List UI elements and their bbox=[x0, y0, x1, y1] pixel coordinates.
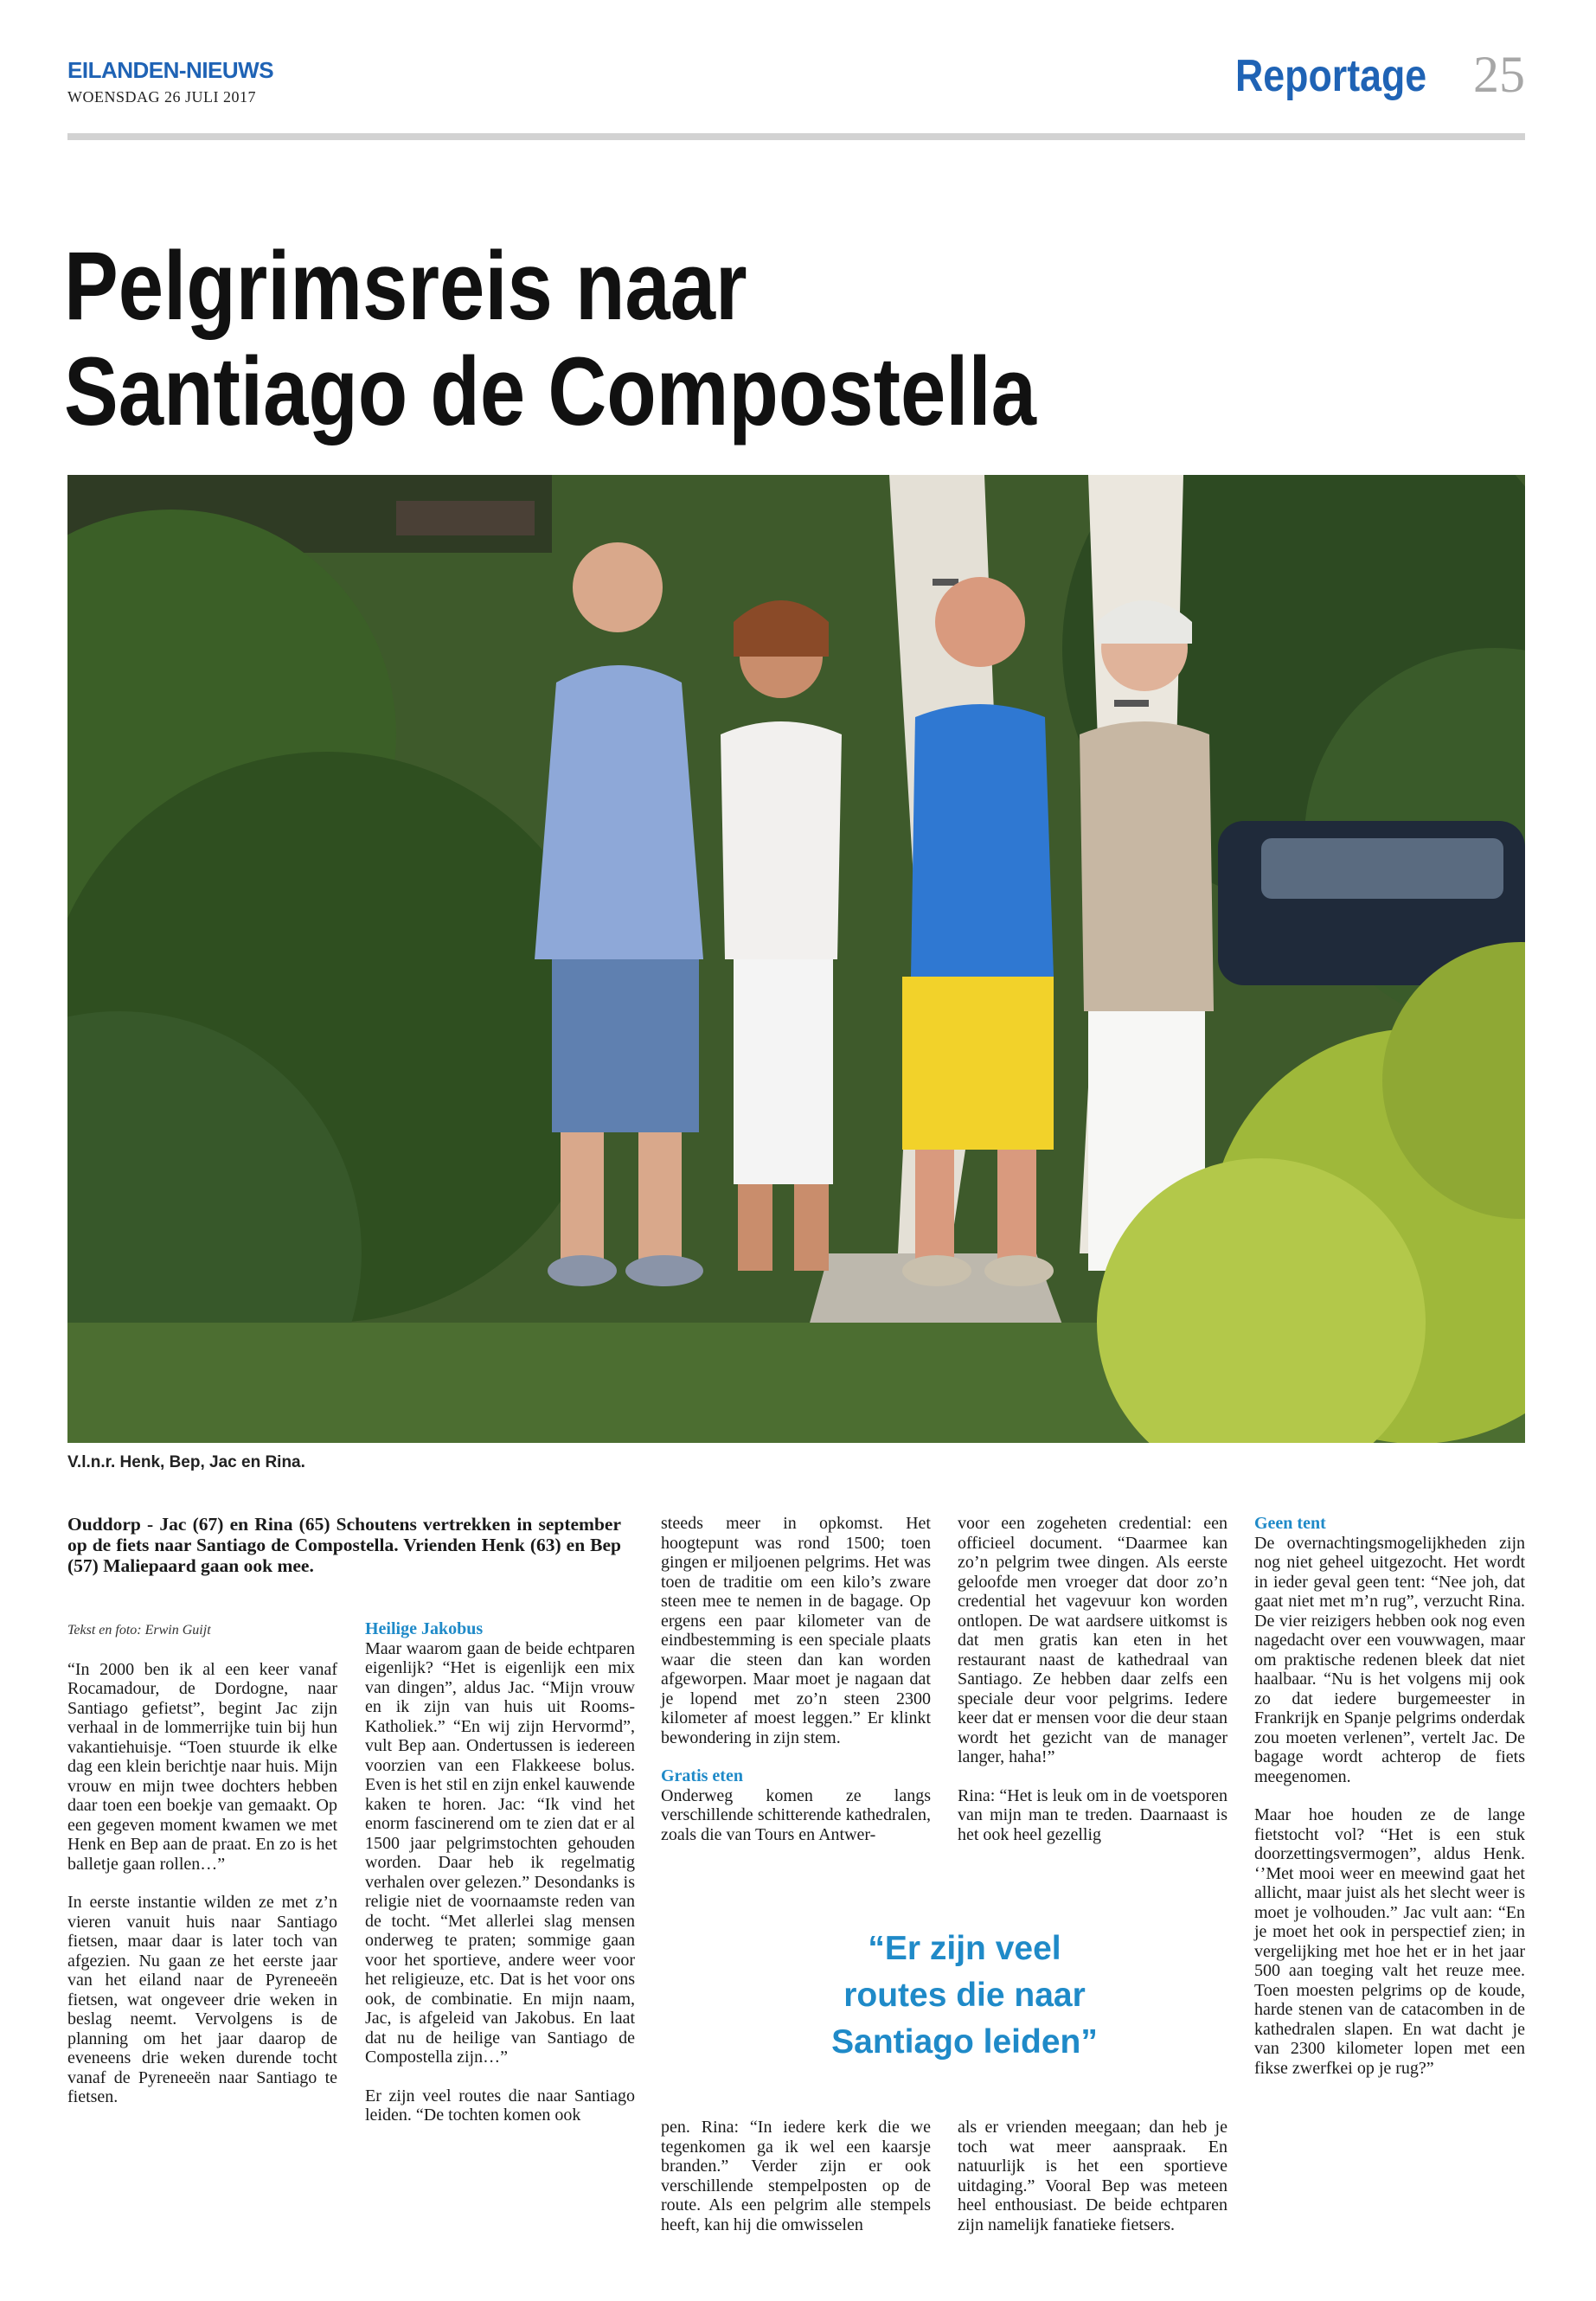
column-4-bottom bbox=[958, 2118, 1227, 2234]
pull-quote-line-1: “Er zijn veel bbox=[868, 1930, 1061, 1967]
masthead-logo: EILANDEN-NIEUWS bbox=[67, 57, 274, 83]
column-1 bbox=[67, 1621, 337, 2107]
photo-caption: V.l.n.r. Henk, Bep, Jac en Rina. bbox=[67, 1453, 305, 1471]
column-2 bbox=[365, 1619, 635, 2125]
col1-paragraph-1: “In 2000 ben ik al een keer vanaf Rocamadour, de Dordogne, naar Santiago gefietst”, begint Jac zijn verhaal in de lommerrijke tuin bij hun vakantiehuisje. “Toen stuurde ik elke dag een klein berichtje naar huis. Mijn vrouw en mijn twee dochters hebben daar toen een boekje van gemaakt. Op een gegeven moment kwamen we met Henk en Bep aan de praat. En zo is het balletje gaan rollen…” bbox=[67, 1659, 337, 1874]
column-4 bbox=[958, 1514, 1227, 1844]
col2-paragraph-1: Maar waarom gaan de beide echtparen eigenlijk? “Het is eigenlijk een mix van dingen”, aldus Jac. “Mijn vrouw en ik zijn van huis uit Rooms-Katholiek.” “En wij zijn Hervormd”, vult Bep aan. Ondertussen is iedereen voorzien van een Flakkeese bolus. Even is het stil en zijn enkel kauwende kaken te horen. Jac: “Ik vind het enorm fascinerend om te zien dat er al 1500 jaar pelgrimstochten gehouden worden. Daar heb ik regelmatig verhalen over gelezen.” Desondanks is religie niet de voornaamste reden van de tocht. “Met allerlei slag mensen onderweg te praten; sommige gaan voor het sportieve, andere weer voor het religieuze, etc. Dat is het voor ons ook, de combinatie. En mijn naam, Jac, is afgeleid van Jakobus. En laat dat nu de heilige van Santiago de Compostella zijn…” bbox=[365, 1638, 635, 2067]
pull-quote bbox=[779, 1926, 1151, 2066]
publication-date: WOENSDAG 26 JULI 2017 bbox=[67, 88, 256, 106]
lead-paragraph: Ouddorp - Jac (67) en Rina (65) Schoutens vertrekken in september op de fiets naar Santiago de Compostella. Vrienden Henk (63) en Bep (57) Maliepaard gaan ook mee. bbox=[67, 1514, 621, 1576]
subhead-geen-tent: Geen tent bbox=[1254, 1514, 1326, 1533]
headline bbox=[64, 234, 1036, 445]
column-3 bbox=[661, 1514, 931, 1844]
section-title: Reportage bbox=[1234, 51, 1426, 101]
column-3-bottom bbox=[661, 2118, 931, 2234]
header-rule bbox=[67, 133, 1525, 140]
col5-paragraph-1: De overnachtingsmogelijkheden zijn nog niet geheel uitgezocht. Het wordt in ieder geval geen tent: “Nee joh, dat gaat niet met m’n rug”, verzucht Rina. De vier reizigers hebben ook nog even nagedacht over een vouwwagen, maar om praktische redenen bleek dat niet haalbaar. “Nu is het volgens mij ook zo dat iedere burgemeester in Frankrijk en Spanje pelgrims onderdak zou moeten verlenen”, vertelt Jac. De bagage wordt achterop de fiets meegenomen. bbox=[1254, 1533, 1525, 1786]
col3-paragraph-1: steeds meer in opkomst. Het hoogtepunt was rond 1500; toen gingen er miljoenen pelgrims. Het was toen de traditie om een kilo’s zware steen mee te nemen in de bagage. Op ergens een paar kilometer van de eindbestemming is een speciale plaats waar die steen dan kan worden afgeworpen. Maar moet je nagaan dat je lopend met zo’n steen 2300 kilometer af moest leggen.” Er klinkt bewondering in zijn stem. bbox=[661, 1514, 931, 1747]
col2-paragraph-2: Er zijn veel routes die naar Santiago leiden. “De tochten komen ook bbox=[365, 2086, 635, 2125]
article-photo bbox=[67, 475, 1525, 1443]
subhead-heilige-jakobus: Heilige Jakobus bbox=[365, 1619, 484, 1638]
pull-quote-line-3: Santiago leiden” bbox=[831, 2023, 1098, 2061]
col4-paragraph-1: voor een zogeheten credential: een officieel document. “Daarmee kan zo’n pelgrim twee dingen. Als eerste geloofde men vroeger dat door zo’n credential het vagevuur kon worden ontlopen. De wat aardsere uitkomst is dat men gratis kan eten in het restaurant naast de kathedraal van Santiago. Ze hebben daar zelfs een speciale deur voor pelgrims. Iedere keer dat er mensen voor die deur staan wordt het gezicht van de manager langer, haha!” bbox=[958, 1514, 1227, 1766]
byline: Tekst en foto: Erwin Guijt bbox=[67, 1623, 211, 1638]
headline-line-1: Pelgrimsreis naar bbox=[64, 232, 747, 340]
col5-paragraph-2: Maar hoe houden ze de lange fietstocht vol? “Het is een stuk doorzettingsvermogen”, aldus Henk. ‘’Met mooi weer en meewind gaat het allicht, maar juist als het slecht weer is moet je volhouden.” Jac vult aan: “En je moet het ook in perspectief zien; in vergelijking met hoe het er in het jaar 500 aan toeging valt het reuze mee. Toen moesten pelgrims op de koude, harde stenen van de catacomben in de kathedralen slapen. En wat dacht je van 2300 kilometer lopen met een fikse zwerfkei op je rug?” bbox=[1254, 1805, 1525, 2078]
pull-quote-line-2: routes die naar bbox=[843, 1977, 1086, 2014]
col1-paragraph-2: In eerste instantie wilden ze met z’n vieren vanuit huis naar Santiago fietsen, maar daar is later toch van afgezien. Nu gaan ze het eerste jaar van het eiland naar de Pyreneeën fietsen, wat ongeveer drie weken in beslag neemt. Vervolgens is de planning om het jaar daarop de eveneens drie weken durende tocht vanaf de Pyreneeën naar Santiago te fietsen. bbox=[67, 1893, 337, 2106]
col3-paragraph-2: Onderweg komen ze langs verschillende schitterende kathedralen, zoals die van Tours en Antwer- bbox=[661, 1785, 931, 1844]
page-number: 25 bbox=[1473, 46, 1525, 103]
lead-block bbox=[67, 1514, 621, 1576]
subhead-gratis-eten: Gratis eten bbox=[661, 1766, 743, 1785]
col3-paragraph-3: pen. Rina: “In iedere kerk die we tegenkomen ga ik wel een kaarsje branden.” Verder zijn er ook verschillende stempelposten op de route. Als een pelgrim alle stempels heeft, kan hij die omwisselen bbox=[661, 2118, 931, 2234]
col4-paragraph-2: Rina: “Het is leuk om in de voetsporen van mijn man te treden. Daarnaast is het ook heel gezellig bbox=[958, 1785, 1227, 1844]
col4-paragraph-3: als er vrienden meegaan; dan heb je toch wat meer aanspraak. En natuurlijk is het een sportieve uitdaging.” Vooral Bep was meteen heel enthousiast. De beide echtparen zijn namelijk fanatieke fietsers. bbox=[958, 2118, 1227, 2234]
photo-illustration bbox=[67, 475, 1525, 1443]
headline-line-2: Santiago de Compostella bbox=[64, 337, 1036, 445]
column-5 bbox=[1254, 1514, 1525, 2078]
